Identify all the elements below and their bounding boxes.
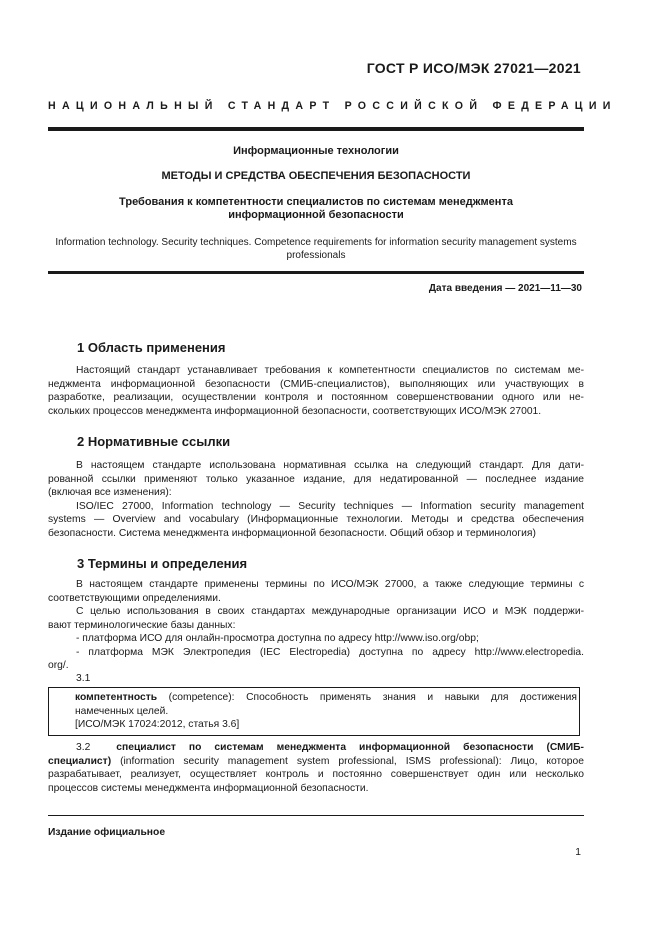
national-standard-banner: НАЦИОНАЛЬНЫЙ СТАНДАРТ РОССИЙСКОЙ ФЕДЕРАЦИИ: [48, 100, 617, 112]
title-line-1: Информационные технологии: [233, 145, 399, 157]
s3-line-4: вают терминологические базы данных:: [48, 619, 236, 631]
page-number: 1: [575, 847, 581, 858]
definition-3-1-reference: [ИСО/МЭК 17024:2012, статья 3.6]: [75, 719, 240, 730]
top-rule: [48, 127, 584, 131]
english-title: [50, 236, 582, 262]
def32-rest: (information security management system professional, ISMS professional): Лицо, которое: [111, 755, 584, 767]
official-edition-label: Издание официальное: [48, 827, 166, 838]
s1-line-2: неджмента информационной безопасности (СМИБ-специалистов), выполняющих или участвующих в: [48, 378, 584, 390]
s3-line-7: org/.: [48, 660, 69, 671]
title-line-3a: Требования к компетентности специалистов по системам менеджмента: [119, 196, 513, 208]
s2-line-1: В настоящем стандарте использована нормативная ссылка на следующий стандарт. Для дати-: [76, 460, 584, 471]
s2-line-5: systems — Overview and vocabulary (Информационные технологии. Методы и средства обеспечения: [48, 514, 584, 525]
def31-line-2: намеченных целей.: [75, 705, 169, 717]
s2-line-2: рованной ссылки применяют только указанное издание, для недатированной — последнее издание: [48, 473, 584, 485]
title-bottom-rule: [48, 271, 584, 274]
title-line-3: [48, 196, 584, 222]
english-title-a: Information technology. Security techniques. Competence requirements for information security management systems: [55, 237, 577, 248]
term-competence: компетентность: [75, 692, 158, 703]
section-1-heading: 1 Область применения: [77, 340, 226, 355]
s1-line-4: скольких процессов менеджмента информационной безопасности, соответствующих ИСО/МЭК 27001.: [48, 405, 542, 417]
s2-line-3: (включая все изменения):: [48, 487, 172, 498]
term-isms-professional-b: специалист): [48, 755, 112, 767]
definition-3-1: [75, 691, 577, 718]
english-title-b: professionals: [286, 250, 346, 261]
section-2-body: [48, 459, 584, 540]
footer-rule: [48, 815, 584, 816]
s3-line-5: - платформа ИСО для онлайн-просмотра доступна по адресу http://www.iso.org/obp;: [76, 633, 479, 644]
def32-line-4: процессов системы менеджмента информационной безопасности.: [48, 782, 369, 794]
document-code: ГОСТ Р ИСО/МЭК 27021—2021: [366, 60, 581, 76]
s3-line-2: соответствующими определениями.: [48, 592, 221, 604]
section-3-heading: 3 Термины и определения: [77, 556, 248, 571]
s2-line-4: ISO/IEC 27000, Information technology — Security techniques — Information security management: [76, 500, 584, 512]
title-line-2: МЕТОДЫ И СРЕДСТВА ОБЕСПЕЧЕНИЯ БЕЗОПАСНОСТИ: [161, 170, 471, 182]
s2-line-6: безопасности. Система менеджмента информационной безопасности. Общий обзор и терминология): [48, 527, 536, 539]
s1-line-3: разработке, реализации, осуществлении контроля и постоянном совершенствовании одного или не-: [48, 392, 584, 403]
section-1-body: [48, 364, 584, 418]
term-number-3-2: 3.2: [76, 742, 91, 753]
def32-line-3: разрабатывает, реализует, осуществляет контроль и постоянно совершенствует один или несколько: [48, 769, 584, 780]
effective-date: Дата введения — 2021—11—30: [428, 283, 582, 294]
term-isms-professional-a: специалист по системам менеджмента информационной безопасности (СМИБ-: [116, 742, 584, 753]
section-2-heading: 2 Нормативные ссылки: [77, 434, 231, 449]
s1-line-1: Настоящий стандарт устанавливает требования к компетентности специалистов по системам ме-: [76, 365, 584, 376]
s3-line-6: - платформа МЭК Электропедия (IEC Electropedia) доступна по адресу http://www.electropedia.: [76, 646, 584, 658]
s3-line-1: В настоящем стандарте применены термины по ИСО/МЭК 27000, а также следующие термины с: [76, 579, 584, 590]
definition-3-2: [48, 741, 584, 795]
s3-line-3: С целью использования в своих стандартах международные организации ИСО и МЭК поддержи-: [76, 606, 584, 617]
term-number-3-1: 3.1: [76, 673, 91, 684]
section-3-body: [48, 578, 584, 673]
def31-rest: (competence): Способность применять знания и навыки для достижения: [157, 692, 577, 703]
title-line-3b: информационной безопасности: [228, 209, 404, 221]
